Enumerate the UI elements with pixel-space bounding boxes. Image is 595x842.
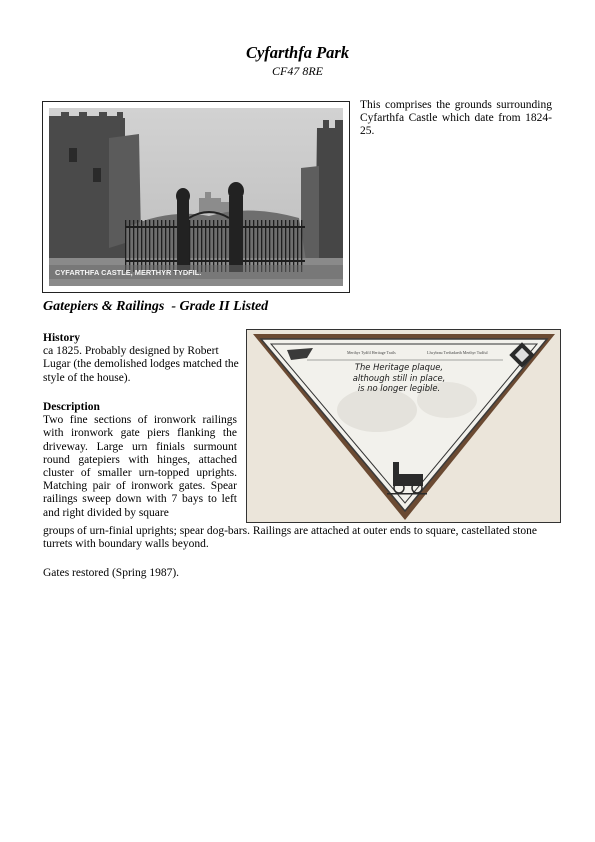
history-text: ca 1825. Probably designed by Robert Lugar (the demolished lodges matched the style of the house). <box>43 345 239 384</box>
listing-title: Gatepiers & Railings - Grade II Listed <box>43 299 269 314</box>
description-heading: Description <box>43 401 100 413</box>
intro-text: This comprises the grounds surrounding Cyfarthfa Castle which date from 1824-25. <box>360 99 552 138</box>
plaque-caption: The Heritage plaque, although still in place, is no longer legible. <box>352 362 446 393</box>
history-heading: History <box>43 332 81 344</box>
restoration-text: Gates restored (Spring 1987). <box>43 567 180 579</box>
heritage-plaque-photo <box>246 329 561 523</box>
description-text-wide: groups of urn-finial uprights; spear dog-bars. Railings are attached at outer ends to square, castellated stone turrets with boundary walls beyond. <box>43 525 538 551</box>
page-title: Cyfarthfa Park <box>245 43 350 62</box>
history-section <box>43 332 239 385</box>
description-section <box>43 401 237 520</box>
plaque-header-left: Merthyr Tydfil Heritage Trails <box>347 350 396 355</box>
postcode: CF47 8RE <box>272 64 323 78</box>
photo-caption: CYFARTHFA CASTLE, MERTHYR TYDFIL. <box>55 268 202 277</box>
plaque-header-right: Llwybrau Treftadaeth Merthyr Tudful <box>427 350 488 355</box>
description-text-narrow: Two fine sections of ironwork railings with ironwork gate piers flanking the driveway. Large urn finials surmount round gatepiers with hinges, attached cluster of smaller urn-topped uprights. Matching pair of ironwork gates. Spear railings sweep down with 7 bays to left and right divided by square <box>43 414 237 519</box>
castle-gates-photo <box>42 101 350 293</box>
